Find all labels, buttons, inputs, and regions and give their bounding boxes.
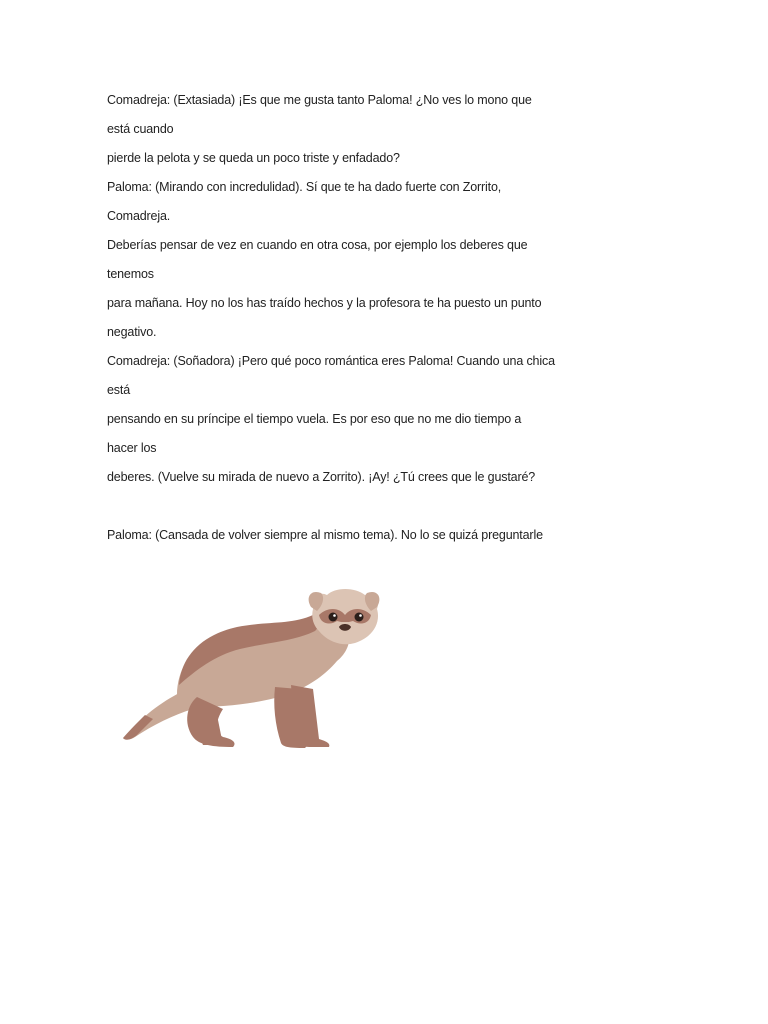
text-line-1: Comadreja: (Extasiada) ¡Es que me gusta tanto Paloma! ¿No ves lo mono que [107, 93, 532, 107]
paragraph-gap [107, 492, 587, 521]
text-line-4: Paloma: (Mirando con incredulidad). Sí que te ha dado fuerte con Zorrito, [107, 180, 502, 194]
text-line-8: para mañana. Hoy no los has traído hechos y la profesora te ha puesto un punto [107, 296, 542, 310]
ferret-eye-right [355, 613, 364, 622]
text-line-6: Deberías pensar de vez en cuando en otra cosa, por ejemplo los deberes que [107, 238, 528, 252]
text-line-10: Comadreja: (Soñadora) ¡Pero qué poco romántica eres Paloma! Cuando una chica [107, 354, 555, 368]
ferret-eye-left [329, 613, 338, 622]
ferret-illustration-icon [115, 585, 380, 760]
text-line-12: pensando en su príncipe el tiempo vuela. Es por eso que no me dio tiempo a [107, 412, 522, 426]
dialogue-text [107, 86, 587, 550]
text-line-5: Comadreja. [107, 209, 171, 223]
text-line-11: está [107, 383, 131, 397]
text-line-3: pierde la pelota y se queda un poco triste y enfadado? [107, 151, 400, 165]
text-line-13: hacer los [107, 441, 157, 455]
text-line-final: Paloma: (Cansada de volver siempre al mismo tema). No lo se quizá preguntarle [107, 528, 543, 542]
text-line-14: deberes. (Vuelve su mirada de nuevo a Zorrito). ¡Ay! ¿Tú crees que le gustaré? [107, 470, 536, 484]
text-line-9: negativo. [107, 325, 157, 339]
text-line-7: tenemos [107, 267, 154, 281]
text-line-2: está cuando [107, 122, 174, 136]
